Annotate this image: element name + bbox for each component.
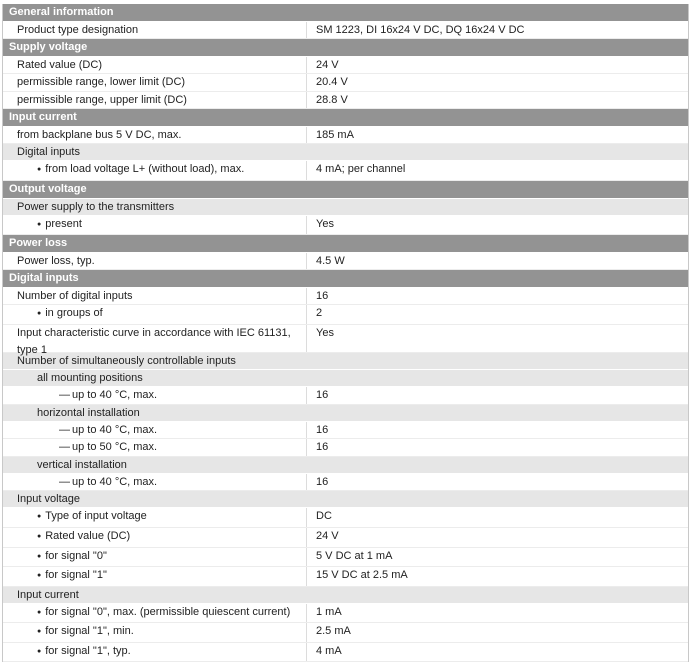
spec-label-text: ● in groups of — [37, 307, 103, 319]
spec-label-text: — up to 40 °C, max. — [59, 424, 157, 436]
spec-row-for-signal-1-typ — [3, 643, 688, 662]
spec-label — [3, 161, 307, 180]
spec-label-text: ● for signal "1", typ. — [37, 645, 131, 657]
spec-row-up-to-40-c-max — [3, 474, 688, 492]
spec-value: 1 mA — [316, 605, 342, 618]
spec-label-text: ● for signal "1", min. — [37, 625, 134, 637]
spec-value: 28.8 V — [316, 93, 348, 106]
spec-label — [3, 199, 688, 215]
spec-label-text: — up to 40 °C, max. — [59, 476, 157, 488]
spec-label — [3, 508, 307, 527]
spec-label — [3, 567, 307, 586]
spec-label-text: Input voltage — [17, 493, 80, 506]
spec-label — [3, 439, 307, 456]
spec-label-text: permissible range, lower limit (DC) — [17, 76, 186, 89]
spec-label — [3, 528, 307, 547]
group-row-number-of-simultaneously-controllable-inputs — [3, 353, 688, 370]
spec-row-for-signal-1-min — [3, 623, 688, 643]
spec-row-permissible-range-upper-limit-dc — [3, 92, 688, 110]
spec-value: 2.5 mA — [316, 625, 351, 638]
spec-label-text: Number of digital inputs — [17, 289, 133, 302]
spec-row-permissible-range-lower-limit-dc — [3, 74, 688, 92]
spec-label — [3, 491, 688, 507]
spec-value: Yes — [316, 326, 334, 339]
spec-label-text: all mounting positions — [37, 371, 143, 384]
spec-row-number-of-digital-inputs — [3, 288, 688, 306]
spec-label — [3, 474, 307, 491]
spec-value: SM 1223, DI 16x24 V DC, DQ 16x24 V DC — [316, 23, 525, 36]
spec-value: 4 mA; per channel — [316, 163, 406, 176]
spec-label — [3, 548, 307, 567]
spec-value: 16 — [316, 475, 329, 488]
section-header-digital-inputs — [3, 270, 688, 288]
spec-value: 4 mA — [316, 644, 342, 657]
spec-label — [3, 22, 307, 39]
spec-value: 24 V — [316, 58, 339, 71]
spec-label — [3, 643, 307, 662]
spec-label — [3, 604, 307, 623]
spec-label-text: ● for signal "0", max. (permissible quiescent current) — [37, 606, 290, 618]
spec-row-type-of-input-voltage — [3, 508, 688, 528]
group-row-input-voltage — [3, 491, 688, 508]
section-header-general-information — [3, 4, 688, 22]
spec-value: 5 V DC at 1 mA — [316, 549, 393, 562]
spec-value: 16 — [316, 289, 329, 302]
section-header-supply-voltage — [3, 39, 688, 57]
spec-label-text: vertical installation — [37, 458, 127, 471]
spec-label-text: ● present — [37, 218, 82, 230]
group-row-digital-inputs — [3, 144, 688, 161]
spec-label — [3, 74, 307, 91]
spec-value: 2 — [316, 307, 323, 320]
spec-row-input-characteristic-curve-in-accordance-with-iec-61131-type-1 — [3, 325, 688, 356]
spec-row-product-type-designation — [3, 22, 688, 40]
spec-label-text: ● Type of input voltage — [37, 510, 147, 522]
spec-label — [3, 623, 307, 642]
spec-label — [3, 144, 688, 160]
spec-label-text: Input current — [17, 588, 79, 601]
spec-value: 24 V — [316, 529, 339, 542]
spec-label-text: ● Rated value (DC) — [37, 530, 130, 542]
spec-label — [3, 288, 307, 305]
group-row-all-mounting-positions — [3, 370, 688, 387]
spec-label — [3, 422, 307, 439]
section-title: Power loss — [9, 237, 68, 250]
spec-label-text: Input characteristic curve in accordance with IEC 61131, type 1 — [17, 326, 291, 356]
spec-label-text: — up to 50 °C, max. — [59, 441, 157, 453]
spec-label — [3, 127, 307, 144]
spec-label-text: ● from load voltage L+ (without load), max. — [37, 163, 244, 175]
spec-label-text: Rated value (DC) — [17, 58, 102, 71]
spec-value: 4.5 W — [316, 254, 345, 267]
spec-table — [2, 4, 689, 662]
spec-label — [3, 216, 307, 235]
spec-label-text: — up to 40 °C, max. — [59, 389, 157, 401]
spec-value: 15 V DC at 2.5 mA — [316, 569, 408, 582]
spec-label-text: Power loss, typ. — [17, 254, 95, 267]
spec-label-text: horizontal installation — [37, 406, 140, 419]
spec-row-up-to-40-c-max — [3, 387, 688, 405]
spec-value: 16 — [316, 441, 329, 454]
spec-value: Yes — [316, 217, 334, 230]
spec-row-up-to-40-c-max — [3, 422, 688, 440]
spec-label — [3, 305, 307, 324]
section-title: Output voltage — [9, 183, 87, 196]
spec-value: 16 — [316, 388, 329, 401]
spec-label — [3, 57, 307, 74]
spec-row-from-backplane-bus-5-v-dc-max — [3, 127, 688, 145]
spec-label-text: ● for signal "0" — [37, 550, 107, 562]
spec-value: 16 — [316, 423, 329, 436]
section-title: Digital inputs — [9, 272, 79, 285]
spec-value: 185 mA — [316, 128, 354, 141]
spec-label — [3, 387, 307, 404]
spec-row-for-signal-1 — [3, 567, 688, 587]
spec-label-text: Number of simultaneously controllable inputs — [17, 354, 236, 367]
section-header-power-loss — [3, 235, 688, 253]
spec-label — [3, 253, 307, 270]
spec-label — [3, 370, 688, 386]
section-title: Input current — [9, 111, 77, 124]
spec-row-in-groups-of — [3, 305, 688, 325]
spec-label-text: Power supply to the transmitters — [17, 200, 175, 213]
group-row-horizontal-installation — [3, 405, 688, 422]
group-row-vertical-installation — [3, 457, 688, 474]
spec-row-power-loss-typ — [3, 253, 688, 271]
spec-row-present — [3, 216, 688, 236]
section-title: Supply voltage — [9, 41, 88, 54]
spec-label — [3, 457, 688, 473]
group-row-power-supply-to-the-transmitters — [3, 199, 688, 216]
spec-label — [3, 353, 688, 369]
spec-row-from-load-voltage-l-without-load-max — [3, 161, 688, 181]
spec-value: DC — [316, 510, 332, 523]
spec-row-rated-value-dc — [3, 57, 688, 75]
spec-label-text: Product type designation — [17, 23, 139, 36]
spec-row-for-signal-0 — [3, 548, 688, 568]
section-header-input-current — [3, 109, 688, 127]
spec-label-text: permissible range, upper limit (DC) — [17, 93, 187, 106]
spec-row-up-to-50-c-max — [3, 439, 688, 457]
spec-label-text: from backplane bus 5 V DC, max. — [17, 128, 182, 141]
group-row-input-current — [3, 587, 688, 604]
spec-label — [3, 587, 688, 603]
spec-value: 20.4 V — [316, 76, 348, 89]
spec-label-text: ● for signal "1" — [37, 569, 107, 581]
spec-row-for-signal-0-max-permissible-quiescent-current — [3, 604, 688, 624]
spec-label — [3, 325, 307, 356]
spec-label-text: Digital inputs — [17, 146, 80, 159]
section-header-output-voltage — [3, 181, 688, 199]
spec-label — [3, 92, 307, 109]
spec-row-rated-value-dc — [3, 528, 688, 548]
spec-label — [3, 405, 688, 421]
section-title: General information — [9, 6, 114, 18]
